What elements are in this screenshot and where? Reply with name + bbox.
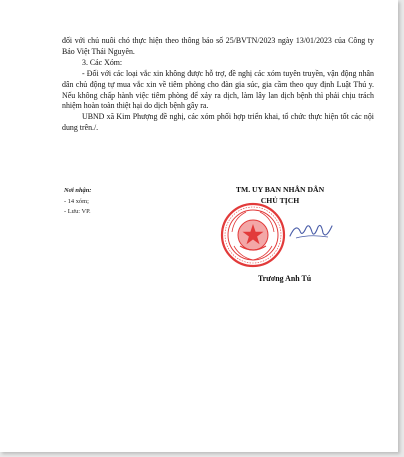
section-heading-xom: 3. Các Xóm: xyxy=(82,57,123,67)
recipients-heading: Nơi nhận: xyxy=(64,187,92,194)
recipient-item: - Lưu: VP. xyxy=(64,208,91,215)
document-body xyxy=(62,36,374,134)
signer-name: Trương Anh Tú xyxy=(258,274,312,283)
signature-org-title: TM. UY BAN NHÂN DÂN xyxy=(235,185,325,194)
official-seal-icon xyxy=(220,202,286,268)
recipient-item: - 14 xóm; xyxy=(64,197,89,205)
handwritten-signature-icon xyxy=(288,219,334,243)
paragraph-continuation: đối với chủ nuôi chó thực hiện theo thông báo số 25/BVTN/2023 ngày 13/01/2023 của Công ty Bảo Việt Thái Nguyên. xyxy=(62,36,374,56)
paragraph-vaccine: - Đối với các loại vắc xin không được hỗ trợ, đề nghị các xóm tuyên truyền, vận động nhân dân chủ động tự mua vắc xin về tiêm phòng cho đàn gia súc, gia cầm theo quy định Luật Thú y. Nếu không chấp hành việc tiêm phòng để xảy ra dịch, làm lây lan dịch bệnh thì phải chịu trách nhiệm hoàn toàn thiệt hại do dịch bệnh gây ra. xyxy=(62,68,374,111)
recipients-block xyxy=(64,186,91,218)
paragraph-closing: UBND xã Kim Phượng đề nghị, các xóm phối hợp triển khai, tổ chức thực hiện tốt các nội dung trên./. xyxy=(62,112,374,133)
signature-position: CHỦ TỊCH xyxy=(260,196,300,205)
